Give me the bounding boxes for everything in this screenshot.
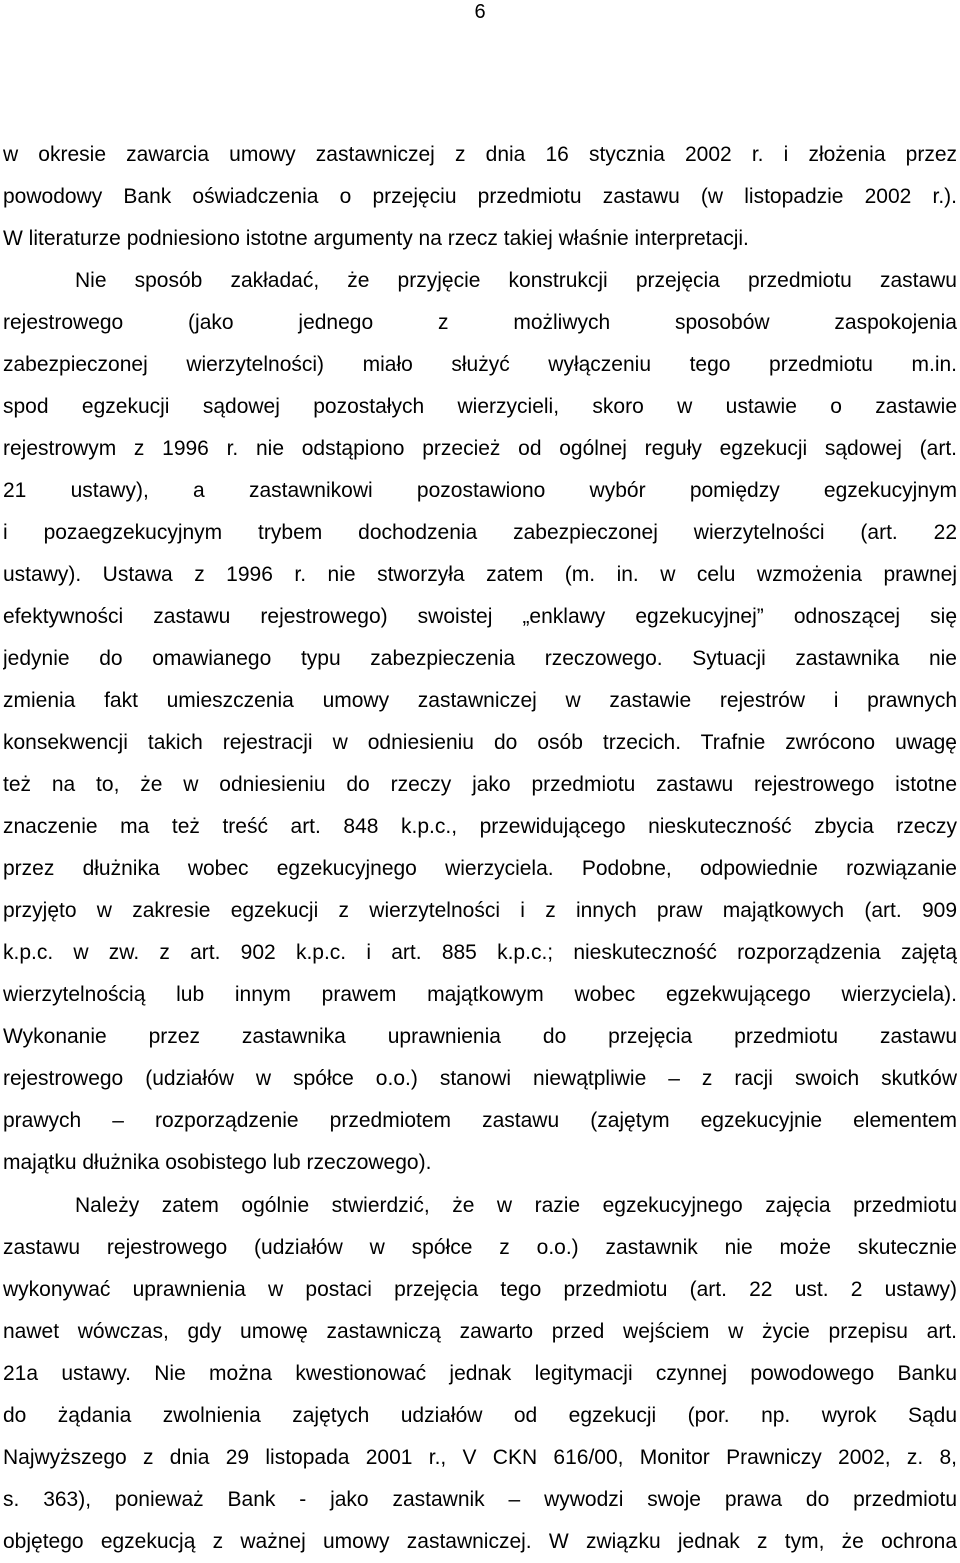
- text-line: Należy zatem ogólnie stwierdzić, że w razie egzekucyjnego zajęcia przedmiotu: [75, 1194, 957, 1217]
- text-line: też na to, że w odniesieniu do rzeczy jako przedmiotu zastawu rejestrowego istotne: [3, 773, 957, 796]
- paragraph-2: [3, 260, 957, 1184]
- paragraph-3: [3, 1185, 957, 1563]
- text-line: Nie sposób zakładać, że przyjęcie konstrukcji przejęcia przedmiotu zastawu: [75, 269, 957, 292]
- text-line: wykonywać uprawnienia w postaci przejęcia tego przedmiotu (art. 22 ust. 2 ustawy): [3, 1278, 957, 1301]
- text-line: s. 363), ponieważ Bank - jako zastawnik – wywodzi swoje prawa do przedmiotu: [3, 1488, 957, 1511]
- text-line: w okresie zawarcia umowy zastawniczej z dnia 16 stycznia 2002 r. i złożenia przez: [3, 143, 957, 166]
- text-line: 21a ustawy. Nie można kwestionować jednak legitymacji czynnej powodowego Banku: [3, 1362, 957, 1385]
- text-line: powodowy Bank oświadczenia o przejęciu przedmiotu zastawu (w listopadzie 2002 r.).: [3, 185, 957, 208]
- text-line: zabezpieczonej wierzytelności) miało służyć wyłączeniu tego przedmiotu m.in.: [3, 353, 957, 376]
- text-line: 21 ustawy), a zastawnikowi pozostawiono wybór pomiędzy egzekucyjnym: [3, 479, 957, 502]
- text-line: W literaturze podniesiono istotne argumenty na rzecz takiej właśnie interpretacji.: [3, 227, 749, 250]
- text-line: ustawy). Ustawa z 1996 r. nie stworzyła zatem (m. in. w celu wzmożenia prawnej: [3, 563, 957, 586]
- text-line: i pozaegzekucyjnym trybem dochodzenia zabezpieczonej wierzytelności (art. 22: [3, 521, 957, 544]
- text-line: spod egzekucji sądowej pozostałych wierzycieli, skoro w ustawie o zastawie: [3, 395, 957, 418]
- text-line: do żądania zwolnienia zajętych udziałów od egzekucji (por. np. wyrok Sądu: [3, 1404, 957, 1427]
- text-line: efektywności zastawu rejestrowego) swoistej „enklawy egzekucyjnej” odnoszącej się: [3, 605, 957, 628]
- text-line: konsekwencji takich rejestracji w odniesieniu do osób trzecich. Trafnie zwrócono uwagę: [3, 731, 957, 754]
- text-line: Najwyższego z dnia 29 listopada 2001 r., V CKN 616/00, Monitor Prawniczy 2002, z. 8,: [3, 1446, 957, 1469]
- text-line: przez dłużnika wobec egzekucyjnego wierzyciela. Podobne, odpowiednie rozwiązanie: [3, 857, 957, 880]
- text-line: rejestrowego (jako jednego z możliwych sposobów zaspokojenia: [3, 311, 957, 334]
- text-line: jedynie do omawianego typu zabezpieczenia rzeczowego. Sytuacji zastawnika nie: [3, 647, 957, 670]
- text-line: rejestrowym z 1996 r. nie odstąpiono przecież od ogólnej reguły egzekucji sądowej (art.: [3, 437, 957, 460]
- text-line: zmienia fakt umieszczenia umowy zastawniczej w zastawie rejestrów i prawnych: [3, 689, 957, 712]
- text-line: prawych – rozporządzenie przedmiotem zastawu (zajętym egzekucyjnie elementem: [3, 1109, 957, 1132]
- text-line: zastawu rejestrowego (udziałów w spółce z o.o.) zastawnik nie może skutecznie: [3, 1236, 957, 1259]
- text-line: nawet wówczas, gdy umowę zastawniczą zawarto przed wejściem w życie przepisu art.: [3, 1320, 957, 1343]
- text-line: wierzytelnością lub innym prawem majątkowym wobec egzekwującego wierzyciela).: [3, 983, 957, 1006]
- text-line: majątku dłużnika osobistego lub rzeczowego).: [3, 1151, 432, 1174]
- text-line: objętego egzekucją z ważnej umowy zastawniczej. W związku jednak z tym, że ochrona: [3, 1530, 957, 1553]
- text-line: znaczenie ma też treść art. 848 k.p.c., przewidującego nieskuteczność zbycia rzeczy: [3, 815, 957, 838]
- text-line: k.p.c. w zw. z art. 902 k.p.c. i art. 885 k.p.c.; nieskuteczność rozporządzenia zajętą: [3, 941, 957, 964]
- paragraph-1: [3, 134, 957, 260]
- text-line: rejestrowego (udziałów w spółce o.o.) stanowi niewątpliwie – z racji swoich skutków: [3, 1067, 957, 1090]
- page-number: 6: [474, 1, 486, 23]
- text-line: przyjęto w zakresie egzekucji z wierzytelności i z innych praw majątkowych (art. 909: [3, 899, 957, 922]
- text-line: Wykonanie przez zastawnika uprawnienia do przejęcia przedmiotu zastawu: [3, 1025, 957, 1048]
